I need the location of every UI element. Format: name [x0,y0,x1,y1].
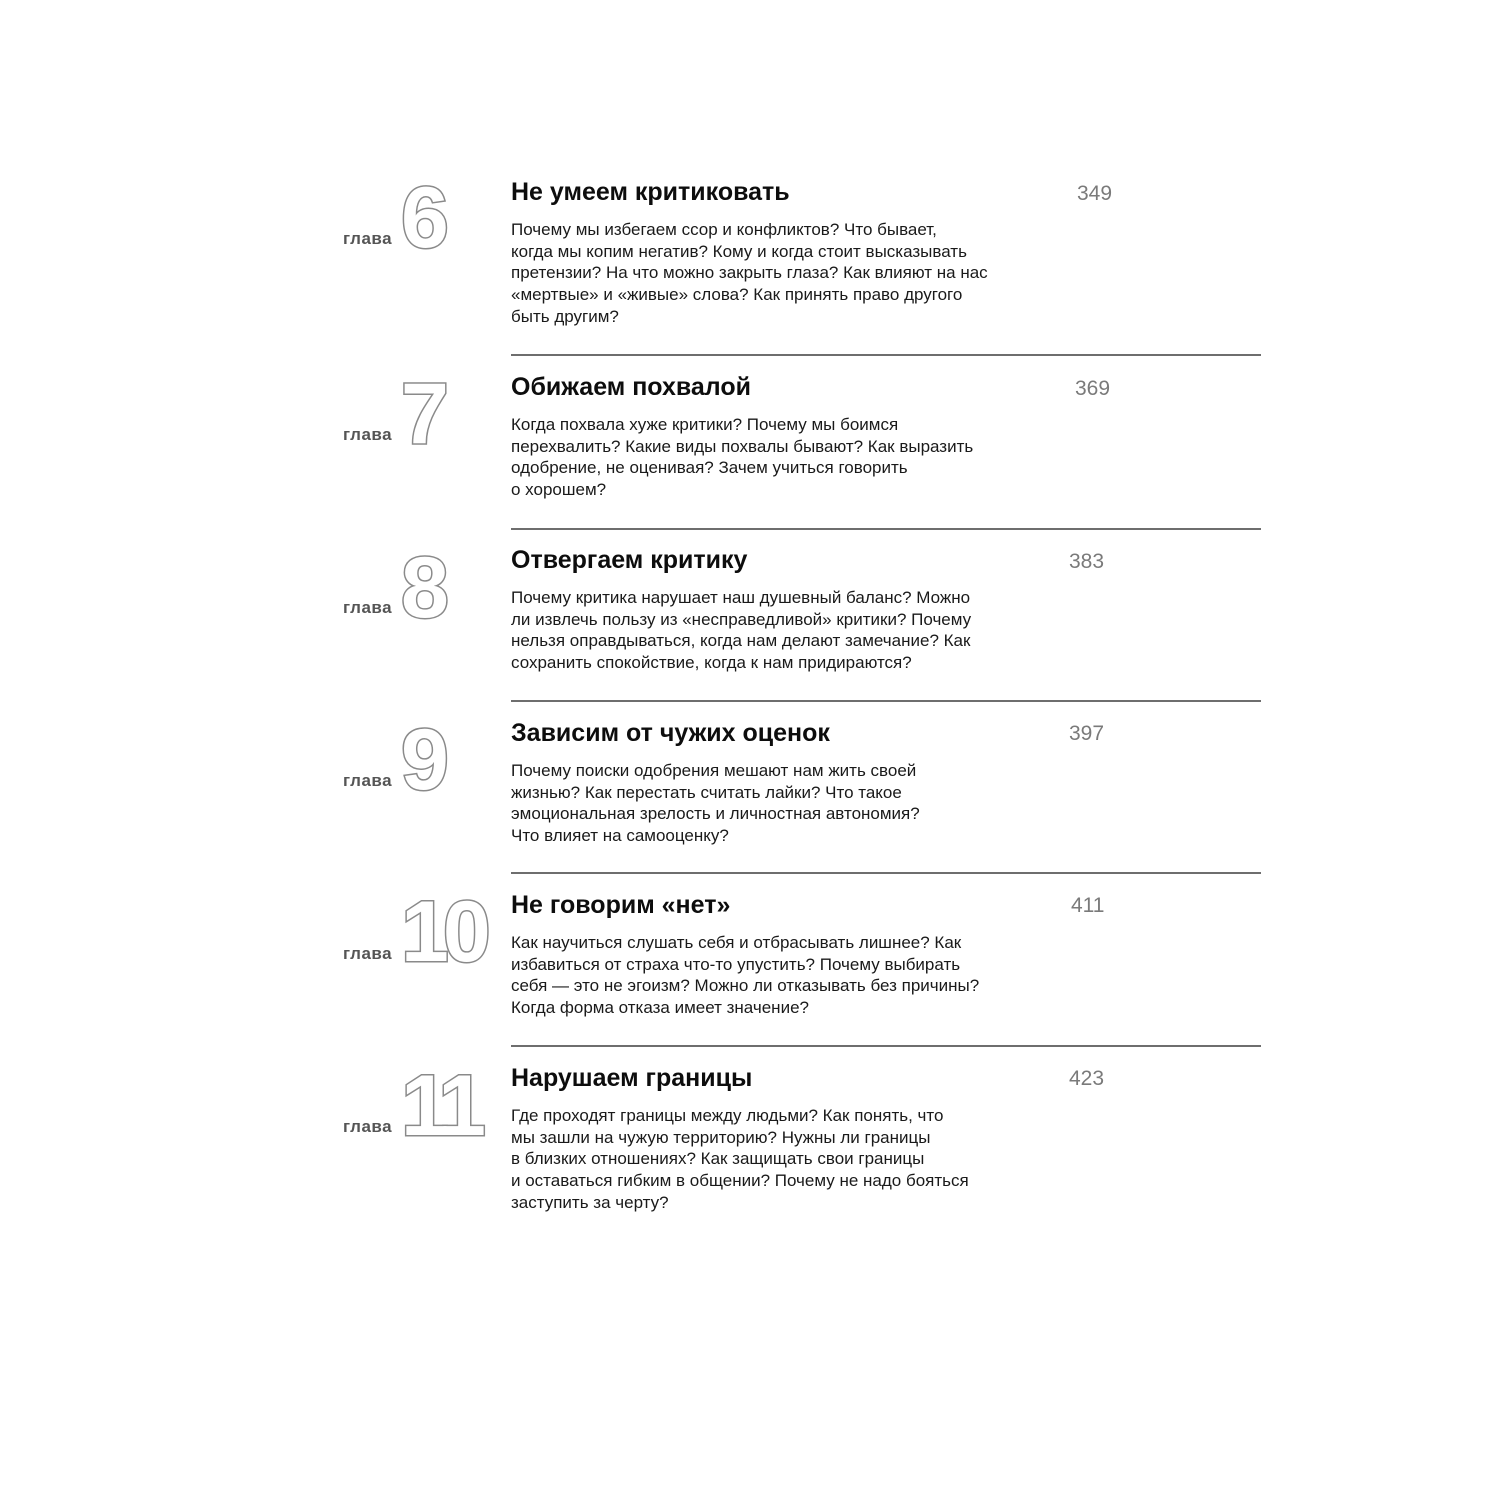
chapter-page-number[interactable]: 383 [1069,550,1105,573]
description-line: о хорошем? [511,480,607,500]
chapter-description [511,414,1071,501]
chapter-label: глава [343,425,393,444]
description-line: мы зашли на чужую территорию? Нужны ли границы [511,1127,931,1147]
chapter-number: 11 [401,1058,480,1154]
description-line: одобрение, не оценивая? Зачем учиться говорить [511,458,908,478]
description-line: в близких отношениях? Как защищать свои границы [511,1149,925,1169]
chapter-number: 10 [401,884,485,980]
chapter-label: глава [343,598,393,617]
chapter-number: 6 [401,170,443,266]
chapter-page-number[interactable]: 349 [1077,182,1113,205]
chapter-number: 8 [401,540,443,636]
chapter-title[interactable]: Нарушаем границы [511,1064,753,1092]
description-line: себя — это не эгоизм? Можно ли отказывать без причины? [511,976,980,996]
description-line: эмоциональная зрелость и личностная автономия? [511,804,920,824]
chapter-title[interactable]: Зависим от чужих оценок [511,719,830,747]
description-line: нельзя оправдываться, когда нам делают замечание? Как [511,631,971,651]
description-line: Почему критика нарушает наш душевный баланс? Можно [511,588,971,607]
chapter-page-number[interactable]: 397 [1069,722,1105,745]
description-line: перехвалить? Какие виды похвалы бывают? Как выразить [511,436,974,456]
chapter-label: глава [343,229,393,248]
chapter-description [511,219,1071,328]
description-line: заступить за черту? [511,1192,669,1212]
description-line: Почему поиски одобрения мешают нам жить своей [511,761,917,780]
description-line: когда мы копим негатив? Кому и когда стоит высказывать [511,241,967,261]
chapter-label: глава [343,944,393,963]
description-line: жизнью? Как перестать считать лайки? Что такое [511,782,902,802]
chapter-description [511,1105,1071,1214]
chapter-description [511,932,1071,1019]
description-line: Что влияет на самооценку? [511,826,729,846]
divider [511,528,1261,530]
divider [511,700,1261,702]
divider [511,354,1261,356]
chapter-title[interactable]: Не умеем критиковать [511,178,790,206]
description-line: «мертвые» и «живые» слова? Как принять право другого [511,285,963,305]
chapter-title[interactable]: Обижаем похвалой [511,373,751,401]
chapter-number: 9 [401,712,443,808]
chapter-number: 7 [401,366,443,462]
chapter-title[interactable]: Не говорим «нет» [511,891,731,919]
description-line: и оставаться гибким в общении? Почему не надо бояться [511,1171,969,1191]
chapter-page-number[interactable]: 423 [1069,1067,1105,1090]
chapter-description [511,587,1071,674]
divider [511,1045,1261,1047]
description-line: избавиться от страха что-то упустить? Почему выбирать [511,954,961,974]
description-line: Почему мы избегаем ссор и конфликтов? Что бывает, [511,220,937,239]
divider [511,872,1261,874]
description-line: Когда форма отказа имеет значение? [511,998,809,1018]
chapter-page-number[interactable]: 411 [1071,894,1105,917]
chapter-label: глава [343,1117,393,1136]
description-line: быть другим? [511,306,619,326]
description-line: сохранить спокойствие, когда к нам придираются? [511,653,912,673]
description-line: Как научиться слушать себя и отбрасывать лишнее? Как [511,933,962,952]
description-line: претензии? На что можно закрыть глаза? Как влияют на нас [511,263,988,283]
description-line: Где проходят границы между людьми? Как понять, что [511,1106,944,1125]
description-line: ли извлечь пользу из «несправедливой» критики? Почему [511,609,972,629]
chapter-label: глава [343,771,393,790]
chapter-description [511,760,1071,847]
chapter-page-number[interactable]: 369 [1075,377,1111,400]
description-line: Когда похвала хуже критики? Почему мы боимся [511,415,899,434]
chapter-title[interactable]: Отвергаем критику [511,546,748,574]
